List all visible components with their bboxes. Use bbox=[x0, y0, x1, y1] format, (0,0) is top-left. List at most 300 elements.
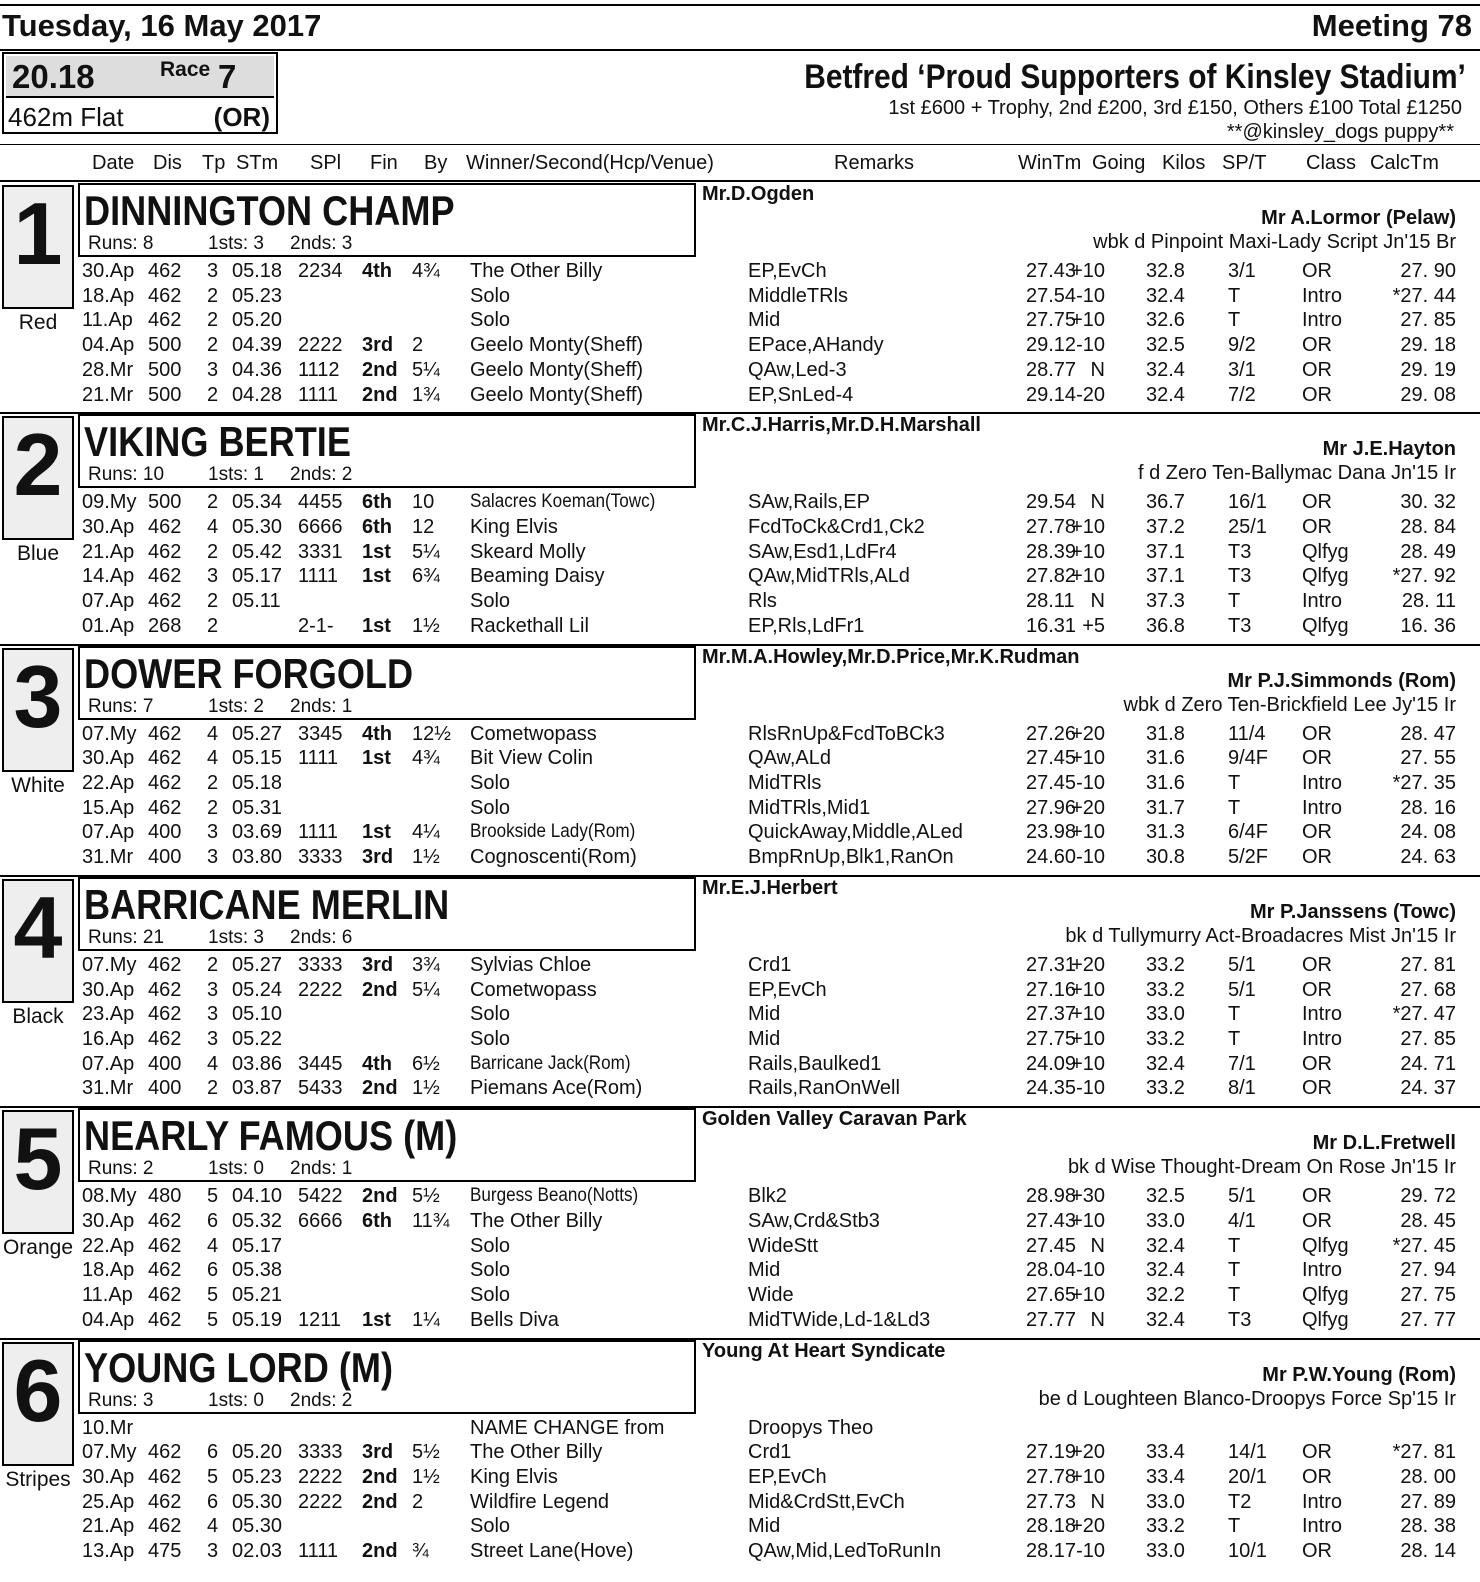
form-win-time: 27.77 bbox=[1026, 1308, 1077, 1331]
form-kilos: 33.2 bbox=[1146, 953, 1185, 976]
form-trap: 2 bbox=[207, 953, 219, 976]
form-going: -10 bbox=[1076, 846, 1105, 869]
form-date: 14.Ap bbox=[82, 565, 135, 588]
form-starting-price: T bbox=[1228, 771, 1241, 794]
form-calc-time: 27. 75 bbox=[1400, 1283, 1456, 1306]
dog-name-box bbox=[78, 877, 696, 951]
dog-record bbox=[88, 233, 352, 255]
form-finish: 2nd bbox=[362, 1540, 398, 1562]
form-sectional: 05.23 bbox=[232, 284, 283, 307]
dog-seconds: 2nds: 1 bbox=[290, 1158, 353, 1180]
form-kilos: 33.0 bbox=[1146, 1490, 1185, 1513]
form-trap: 6 bbox=[207, 1209, 219, 1232]
form-finish: 1st bbox=[362, 565, 391, 588]
form-starting-price: 5/1 bbox=[1228, 953, 1256, 976]
form-win-time: 27.43 bbox=[1026, 1209, 1077, 1232]
form-distance-beaten: 6½ bbox=[412, 1052, 440, 1075]
form-class: OR bbox=[1302, 1540, 1332, 1562]
form-going: +30 bbox=[1071, 1185, 1105, 1208]
form-sectional: 05.20 bbox=[232, 309, 283, 332]
form-distance: 462 bbox=[148, 284, 182, 307]
form-win-time: 28.39 bbox=[1026, 540, 1077, 563]
form-distance-beaten: 5¼ bbox=[412, 540, 440, 563]
trap-number: 4 bbox=[13, 877, 63, 977]
dog-wins: 1sts: 3 bbox=[208, 233, 264, 254]
form-date: 13.Ap bbox=[82, 1540, 135, 1562]
form-sectional: 05.10 bbox=[232, 1003, 283, 1026]
col-spt: SP/T bbox=[1222, 152, 1267, 174]
form-distance: 500 bbox=[148, 358, 182, 381]
form-sectional: 05.18 bbox=[232, 771, 283, 794]
form-sectional: 05.34 bbox=[232, 491, 283, 514]
form-sectional: 05.27 bbox=[232, 722, 283, 745]
form-kilos: 31.3 bbox=[1146, 821, 1185, 844]
form-distance: 462 bbox=[148, 1283, 182, 1306]
form-distance: 462 bbox=[148, 722, 182, 745]
form-going: N bbox=[1090, 491, 1105, 514]
form-going: +10 bbox=[1071, 309, 1105, 332]
dog-record bbox=[88, 927, 352, 949]
dog-breeding: be d Loughteen Blanco-Droopys Force Sp'15 Ir bbox=[1038, 1387, 1456, 1410]
form-calc-time: 24. 63 bbox=[1400, 846, 1456, 869]
form-date: 21.Ap bbox=[82, 1515, 135, 1538]
form-kilos: 33.2 bbox=[1146, 978, 1185, 1001]
form-distance-beaten: ¾ bbox=[412, 1540, 429, 1562]
form-distance: 462 bbox=[148, 1515, 182, 1538]
form-calc-time: 28. 00 bbox=[1400, 1465, 1456, 1488]
form-date: 30.Ap bbox=[82, 978, 135, 1001]
form-going: +20 bbox=[1071, 796, 1105, 819]
form-sectional: 05.21 bbox=[232, 1283, 283, 1306]
form-starting-price: T3 bbox=[1228, 1308, 1252, 1331]
form-date: 10.Mr bbox=[82, 1416, 134, 1439]
dog-name-box bbox=[78, 1108, 696, 1182]
form-row bbox=[0, 309, 1480, 334]
form-winner: Solo bbox=[470, 1283, 511, 1306]
form-starting-price: T bbox=[1228, 1003, 1241, 1026]
trap-number: 6 bbox=[13, 1340, 63, 1440]
form-date: 11.Ap bbox=[82, 309, 133, 332]
dog-runs: Runs: 10 bbox=[88, 464, 165, 486]
form-trap: 2 bbox=[207, 383, 219, 406]
form-trap: 6 bbox=[207, 1259, 219, 1282]
dog-wins: 1sts: 1 bbox=[208, 464, 264, 486]
dog-owner: Mr.M.A.Howley,Mr.D.Price,Mr.K.Rudman bbox=[702, 645, 1080, 668]
form-kilos: 36.8 bbox=[1146, 614, 1185, 637]
form-distance: 462 bbox=[148, 796, 182, 819]
form-class: OR bbox=[1302, 722, 1332, 745]
form-sectional: 04.36 bbox=[232, 358, 283, 381]
form-trap: 3 bbox=[207, 1003, 219, 1026]
form-win-time: 27.65 bbox=[1026, 1283, 1077, 1306]
col-class: Class bbox=[1306, 152, 1357, 174]
form-sectional: 02.03 bbox=[232, 1540, 283, 1562]
form-row bbox=[0, 590, 1480, 615]
form-row bbox=[0, 1491, 1480, 1516]
form-sectional: 04.39 bbox=[232, 334, 283, 357]
form-win-time: 27.45 bbox=[1026, 1234, 1077, 1257]
form-win-time: 24.60 bbox=[1026, 846, 1077, 869]
race-time-panel bbox=[6, 56, 274, 98]
form-calc-time: 27. 90 bbox=[1400, 260, 1456, 282]
form-distance-beaten: 1½ bbox=[412, 614, 440, 637]
form-calc-time: 27. 77 bbox=[1400, 1308, 1456, 1331]
form-finish: 2nd bbox=[362, 1490, 398, 1513]
form-trap: 5 bbox=[207, 1185, 219, 1208]
form-going: +5 bbox=[1082, 614, 1105, 637]
form-remarks: RlsRnUp&FcdToBCk3 bbox=[748, 722, 945, 745]
form-starting-price: T3 bbox=[1228, 614, 1252, 637]
form-distance-beaten: 3¾ bbox=[412, 953, 440, 976]
form-win-time: 27.75 bbox=[1026, 309, 1077, 332]
form-row bbox=[0, 1003, 1480, 1028]
form-distance-beaten: 5½ bbox=[412, 1185, 440, 1208]
form-starting-price: T bbox=[1228, 309, 1241, 332]
form-split: 6666 bbox=[298, 1209, 343, 1232]
form-trap: 3 bbox=[207, 1027, 219, 1050]
form-winner: Barricane Jack(Rom) bbox=[470, 1052, 631, 1074]
form-trap: 2 bbox=[207, 796, 219, 819]
form-going: +10 bbox=[1071, 1027, 1105, 1050]
race-label: Race bbox=[160, 58, 211, 81]
form-distance: 462 bbox=[148, 1003, 182, 1026]
form-distance-beaten: 12½ bbox=[412, 722, 451, 745]
form-row bbox=[0, 1309, 1480, 1334]
race-distance: 462m Flat bbox=[8, 102, 124, 132]
form-winner: Solo bbox=[470, 590, 511, 613]
form-class: OR bbox=[1302, 747, 1332, 770]
form-starting-price: 7/2 bbox=[1228, 383, 1256, 406]
form-split: 2222 bbox=[298, 1465, 343, 1488]
form-split: 1111 bbox=[298, 747, 339, 770]
form-sectional: 05.23 bbox=[232, 1465, 283, 1488]
dog-runs: Runs: 21 bbox=[88, 926, 165, 948]
form-winner: Sylvias Chloe bbox=[470, 953, 592, 976]
form-split: 3345 bbox=[298, 722, 343, 745]
form-class: Intro bbox=[1302, 1490, 1343, 1513]
form-remarks: Mid bbox=[748, 1003, 781, 1026]
runner-block bbox=[0, 644, 1480, 876]
form-calc-time: 28. 11 bbox=[1401, 590, 1456, 613]
form-row bbox=[0, 1466, 1480, 1491]
form-win-time: 27.54 bbox=[1026, 284, 1077, 307]
form-split: 2234 bbox=[298, 260, 343, 282]
form-win-time: 24.09 bbox=[1026, 1052, 1077, 1075]
form-trap: 3 bbox=[207, 846, 219, 869]
form-distance-beaten: 1¼ bbox=[412, 1308, 440, 1331]
form-remarks: EP,EvCh bbox=[748, 978, 827, 1001]
form-sectional: 05.32 bbox=[232, 1209, 283, 1232]
form-win-time: 24.35 bbox=[1026, 1077, 1077, 1100]
form-winner: Solo bbox=[470, 309, 511, 332]
col-date: Date bbox=[92, 152, 135, 174]
form-kilos: 32.6 bbox=[1146, 309, 1185, 332]
form-date: 18.Ap bbox=[82, 1259, 135, 1282]
form-finish: 1st bbox=[362, 1308, 391, 1331]
form-remarks: EP,EvCh bbox=[748, 1465, 827, 1488]
form-calc-time: 28. 49 bbox=[1400, 540, 1456, 563]
form-sectional: 03.87 bbox=[232, 1077, 283, 1100]
form-win-time: 28.11 bbox=[1026, 590, 1075, 613]
form-distance: 500 bbox=[148, 491, 182, 514]
dog-seconds: 2nds: 1 bbox=[290, 695, 353, 717]
dog-breeding: wbk d Pinpoint Maxi-Lady Script Jn'15 Br bbox=[1093, 231, 1456, 253]
form-class: Intro bbox=[1302, 1515, 1343, 1538]
dog-seconds: 2nds: 2 bbox=[290, 464, 353, 486]
form-going: +20 bbox=[1071, 1441, 1105, 1464]
form-calc-time: 28. 45 bbox=[1400, 1209, 1456, 1232]
form-kilos: 32.4 bbox=[1146, 358, 1185, 381]
form-trap: 4 bbox=[207, 1515, 219, 1538]
trap-color: Blue bbox=[16, 542, 60, 566]
top-rule bbox=[0, 4, 1480, 6]
form-finish: 2nd bbox=[362, 1077, 398, 1100]
form-remarks: QAw,Mid,LedToRunIn bbox=[748, 1540, 942, 1562]
form-class: Qlfyg bbox=[1302, 565, 1349, 588]
dog-trainer: Mr P.J.Simmonds (Rom) bbox=[1227, 669, 1456, 692]
form-row bbox=[0, 1259, 1480, 1284]
form-split: 1111 bbox=[298, 821, 339, 844]
form-distance: 462 bbox=[148, 540, 182, 563]
form-class: Intro bbox=[1302, 1027, 1343, 1050]
form-starting-price: 8/1 bbox=[1228, 1077, 1256, 1100]
form-finish: 2nd bbox=[362, 358, 398, 381]
form-date: 22.Ap bbox=[82, 1234, 135, 1257]
dog-trainer: Mr J.E.Hayton bbox=[1322, 438, 1456, 461]
form-trap: 2 bbox=[207, 1077, 219, 1100]
form-remarks: Mid bbox=[748, 1259, 781, 1282]
trap-color: Black bbox=[12, 1004, 64, 1028]
form-win-time: 27.75 bbox=[1026, 1027, 1077, 1050]
form-class: Qlfyg bbox=[1302, 540, 1349, 563]
form-calc-time: *27. 92 bbox=[1392, 565, 1456, 588]
form-distance-beaten: 1½ bbox=[412, 1465, 440, 1488]
form-date: 16.Ap bbox=[82, 1027, 135, 1050]
meeting-number: Meeting 78 bbox=[1311, 8, 1472, 43]
form-trap: 5 bbox=[207, 1465, 219, 1488]
form-kilos: 36.7 bbox=[1146, 491, 1185, 514]
form-win-time: 28.18 bbox=[1026, 1515, 1077, 1538]
form-winner: Piemans Ace(Rom) bbox=[470, 1077, 643, 1100]
form-date: 25.Ap bbox=[82, 1490, 135, 1513]
form-kilos: 33.4 bbox=[1146, 1465, 1185, 1488]
form-finish: 1st bbox=[362, 614, 391, 637]
form-going: +20 bbox=[1071, 722, 1105, 745]
form-remarks: EP,SnLed-4 bbox=[748, 383, 854, 406]
form-finish: 1st bbox=[362, 821, 391, 844]
form-class: OR bbox=[1302, 1465, 1332, 1488]
form-split: 2-1- bbox=[298, 614, 334, 637]
trap-color: Orange bbox=[2, 1236, 74, 1260]
form-row bbox=[0, 1417, 1480, 1442]
dog-trainer: Mr D.L.Fretwell bbox=[1312, 1132, 1456, 1155]
form-calc-time: 28. 14 bbox=[1400, 1540, 1456, 1562]
form-kilos: 32.4 bbox=[1146, 1308, 1185, 1331]
dog-record bbox=[88, 1390, 352, 1412]
trap-color: White bbox=[11, 773, 65, 797]
form-win-time: 27.78 bbox=[1026, 515, 1077, 538]
form-split: 4455 bbox=[298, 491, 343, 514]
dog-name-box bbox=[78, 1340, 696, 1414]
form-date: 31.Mr bbox=[82, 846, 134, 869]
form-row bbox=[0, 516, 1480, 541]
dog-wins: 1sts: 2 bbox=[208, 695, 264, 717]
dog-breeding: wbk d Zero Ten-Brickfield Lee Jy'15 Ir bbox=[1123, 693, 1456, 716]
form-class: Intro bbox=[1302, 771, 1343, 794]
col-kilos: Kilos bbox=[1162, 152, 1206, 174]
form-remarks: QAw,MidTRls,ALd bbox=[748, 565, 910, 588]
form-remarks: Wide bbox=[748, 1283, 794, 1306]
dog-runs: Runs: 3 bbox=[88, 1389, 154, 1411]
form-class: OR bbox=[1302, 1052, 1332, 1075]
race-date: Tuesday, 16 May 2017 bbox=[2, 8, 322, 43]
form-starting-price: T bbox=[1228, 796, 1241, 819]
form-distance-beaten: 2 bbox=[412, 334, 424, 357]
form-class: Qlfyg bbox=[1302, 614, 1349, 637]
form-calc-time: 24. 71 bbox=[1400, 1052, 1456, 1075]
race-sponsor: **@kinsley_dogs puppy** bbox=[1226, 121, 1454, 143]
form-row bbox=[0, 821, 1480, 846]
form-remarks: Crd1 bbox=[748, 1441, 792, 1464]
col-spl: SPl bbox=[310, 152, 342, 174]
form-class: Intro bbox=[1302, 1003, 1343, 1026]
form-class: OR bbox=[1302, 1209, 1332, 1232]
form-finish: 2nd bbox=[362, 383, 398, 406]
form-kilos: 33.4 bbox=[1146, 1441, 1185, 1464]
form-row bbox=[0, 1540, 1480, 1565]
form-going: +20 bbox=[1071, 953, 1105, 976]
form-going: +10 bbox=[1071, 1465, 1105, 1488]
dog-runs: Runs: 2 bbox=[88, 1158, 154, 1180]
form-kilos: 32.4 bbox=[1146, 1259, 1185, 1282]
form-starting-price: T bbox=[1228, 284, 1241, 307]
dog-name: DINNINGTON CHAMP bbox=[84, 187, 455, 234]
form-starting-price: 25/1 bbox=[1228, 515, 1267, 538]
form-row bbox=[0, 285, 1480, 310]
form-remarks: Crd1 bbox=[748, 953, 792, 976]
form-distance-beaten: 10 bbox=[412, 491, 435, 514]
race-prizes: 1st £600 + Trophy, 2nd £200, 3rd £150, Others £100 Total £1250 bbox=[888, 97, 1462, 119]
form-winner: Skeard Molly bbox=[470, 540, 586, 563]
form-remarks: Mid&CrdStt,EvCh bbox=[748, 1490, 905, 1513]
form-sectional: 05.31 bbox=[232, 796, 283, 819]
form-remarks: Droopys Theo bbox=[748, 1416, 874, 1439]
form-win-time: 27.45 bbox=[1026, 771, 1077, 794]
form-split: 3331 bbox=[298, 540, 343, 563]
form-split: 1111 bbox=[298, 1540, 339, 1562]
form-remarks: SAw,Crd&Stb3 bbox=[748, 1209, 880, 1232]
form-row bbox=[0, 1053, 1480, 1078]
form-distance-beaten: 4¾ bbox=[412, 260, 440, 282]
form-row bbox=[0, 723, 1480, 748]
form-distance: 462 bbox=[148, 771, 182, 794]
form-date: 07.My bbox=[82, 953, 137, 976]
form-row bbox=[0, 541, 1480, 566]
form-winner: Solo bbox=[470, 1259, 511, 1282]
form-split: 3445 bbox=[298, 1052, 343, 1075]
form-distance-beaten: 5¼ bbox=[412, 978, 440, 1001]
form-trap: 2 bbox=[207, 309, 219, 332]
trap-number: 5 bbox=[13, 1109, 63, 1209]
form-finish: 2nd bbox=[362, 978, 398, 1001]
form-winner: King Elvis bbox=[470, 515, 558, 538]
form-date: 30.Ap bbox=[82, 1465, 135, 1488]
dog-name: BARRICANE MERLIN bbox=[84, 880, 450, 928]
form-finish: 4th bbox=[362, 1052, 392, 1075]
dog-seconds: 2nds: 6 bbox=[290, 926, 353, 948]
trap-number: 2 bbox=[13, 415, 63, 515]
form-date: 07.Ap bbox=[82, 590, 135, 613]
form-distance: 480 bbox=[148, 1185, 182, 1208]
form-going: N bbox=[1090, 1308, 1105, 1331]
form-distance-beaten: 4¼ bbox=[412, 821, 440, 844]
runner-block bbox=[0, 181, 1480, 413]
form-finish: 3rd bbox=[362, 1441, 394, 1464]
form-row bbox=[0, 1235, 1480, 1260]
form-starting-price: T2 bbox=[1228, 1490, 1252, 1513]
form-class: OR bbox=[1302, 358, 1332, 381]
form-sectional: 03.80 bbox=[232, 846, 283, 869]
form-kilos: 33.0 bbox=[1146, 1540, 1185, 1562]
form-finish: 2nd bbox=[362, 1185, 398, 1208]
form-winner: Solo bbox=[470, 1234, 511, 1257]
form-going: +10 bbox=[1071, 1283, 1105, 1306]
form-distance: 462 bbox=[148, 590, 182, 613]
form-sectional: 05.20 bbox=[232, 1441, 283, 1464]
form-kilos: 32.8 bbox=[1146, 260, 1185, 282]
form-distance: 400 bbox=[148, 1052, 182, 1075]
form-trap: 4 bbox=[207, 1234, 219, 1257]
form-calc-time: 24. 37 bbox=[1400, 1077, 1456, 1100]
form-trap: 4 bbox=[207, 722, 219, 745]
form-trap: 3 bbox=[207, 260, 219, 282]
dog-breeding: bk d Wise Thought-Dream On Rose Jn'15 Ir bbox=[1067, 1156, 1456, 1179]
form-split: 5433 bbox=[298, 1077, 343, 1100]
form-distance: 462 bbox=[148, 260, 182, 282]
form-going: -10 bbox=[1076, 334, 1105, 357]
dog-owner: Young At Heart Syndicate bbox=[702, 1339, 946, 1362]
form-class: Intro bbox=[1302, 590, 1343, 613]
form-kilos: 37.1 bbox=[1146, 565, 1185, 588]
form-trap: 3 bbox=[207, 821, 219, 844]
form-sectional: 05.27 bbox=[232, 953, 283, 976]
form-winner: Brookside Lady(Rom) bbox=[470, 821, 636, 843]
form-going: +10 bbox=[1071, 1003, 1105, 1026]
form-starting-price: 4/1 bbox=[1228, 1209, 1256, 1232]
form-win-time: 29.54 bbox=[1026, 491, 1077, 514]
form-going: -20 bbox=[1076, 383, 1105, 406]
form-starting-price: 5/1 bbox=[1228, 978, 1256, 1001]
form-trap: 2 bbox=[207, 284, 219, 307]
form-remarks: QuickAway,Middle,ALed bbox=[748, 821, 963, 844]
form-class: OR bbox=[1302, 1441, 1332, 1464]
dog-name-box bbox=[78, 414, 696, 488]
form-remarks: MidTRls,Mid1 bbox=[748, 796, 871, 819]
form-date: 28.Mr bbox=[82, 358, 134, 381]
form-win-time: 16.31 bbox=[1026, 614, 1077, 637]
form-kilos: 32.4 bbox=[1146, 383, 1185, 406]
form-distance-beaten: 1½ bbox=[412, 1077, 440, 1100]
form-kilos: 33.0 bbox=[1146, 1209, 1185, 1232]
form-starting-price: 11/4 bbox=[1228, 722, 1266, 745]
runner-block bbox=[0, 1338, 1480, 1570]
form-kilos: 32.2 bbox=[1146, 1283, 1185, 1306]
form-sectional: 05.38 bbox=[232, 1259, 283, 1282]
form-distance-beaten: 4¾ bbox=[412, 747, 440, 770]
form-calc-time: *27. 44 bbox=[1392, 284, 1456, 307]
form-calc-time: 28. 38 bbox=[1400, 1515, 1456, 1538]
form-sectional: 05.17 bbox=[232, 1234, 283, 1257]
